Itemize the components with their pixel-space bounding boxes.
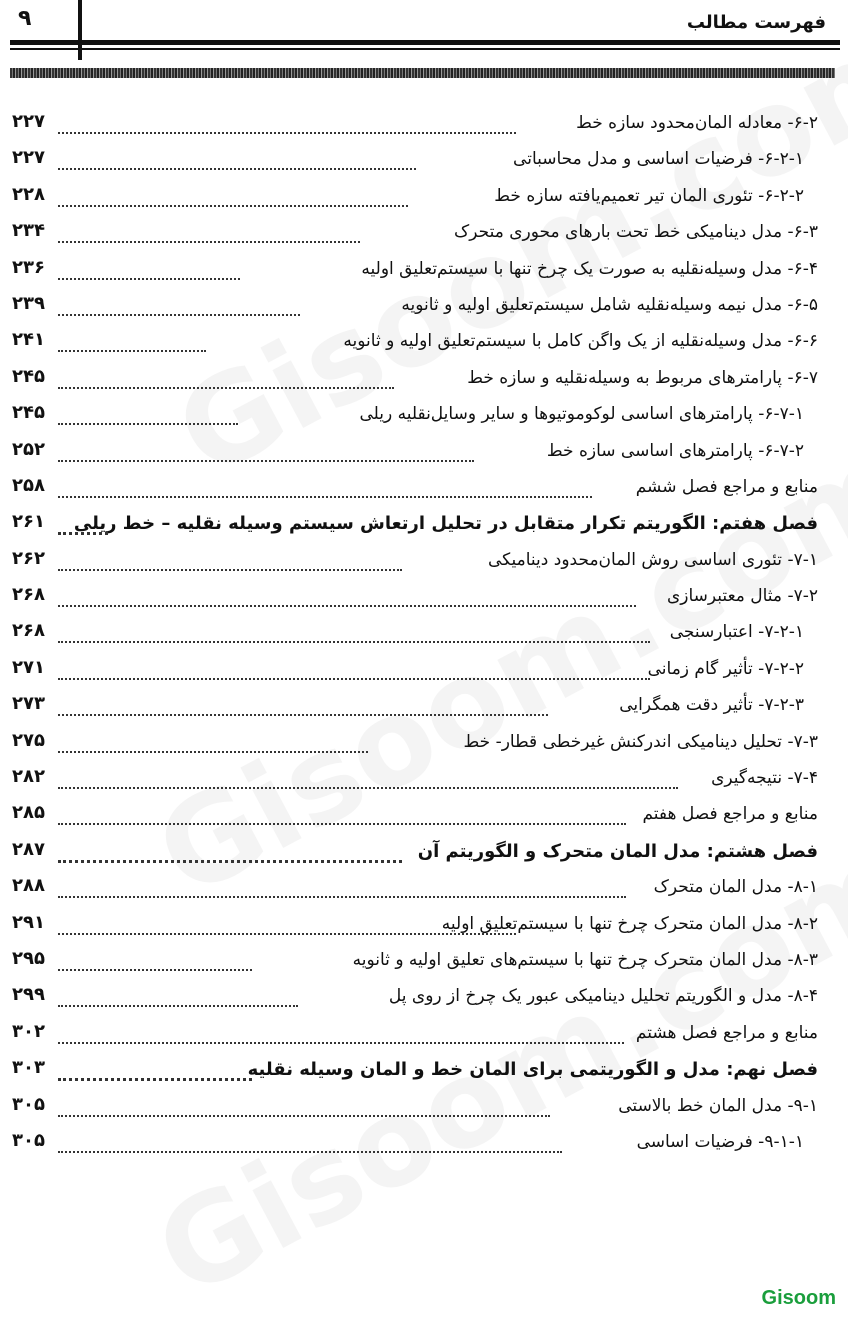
toc-entry-title: ۷-۲-۲- تأثیر گام زمانی	[647, 658, 804, 679]
toc-page-number: ۲۸۵	[12, 802, 45, 824]
toc-entry-title: فصل هشتم: مدل المان متحرک و الگوریتم آن	[417, 840, 818, 862]
toc-leader-dots	[58, 823, 626, 825]
toc-leader-dots	[58, 1042, 624, 1044]
toc-page-number: ۲۲۷	[12, 111, 45, 132]
toc-entry-row	[0, 326, 848, 362]
toc-entry-row	[0, 654, 848, 690]
toc-chapter-row	[0, 508, 848, 544]
toc-leader-dots	[58, 496, 592, 498]
toc-leader-dots	[58, 314, 300, 316]
toc-leader-dots	[58, 168, 416, 170]
toc-entry-row	[0, 545, 848, 581]
toc-leader-dots	[58, 678, 650, 680]
toc-page-number: ۲۹۵	[12, 947, 45, 969]
toc-entry-title: ۷-۳- تحلیل دینامیکی اندرکنش غیرخطی قطار- خط	[463, 731, 818, 752]
toc-entry-row	[0, 1018, 848, 1054]
toc-entry-title: فصل هفتم: الگوریتم تکرار متقابل در تحلیل ارتعاش سیستم وسیله نقلیه – خط ریلی	[73, 513, 818, 535]
toc-entry-title: ۶-۷-۲- پارامترهای اساسی سازه خط	[546, 440, 804, 461]
toc-leader-dots	[58, 1115, 550, 1117]
toc-page-number: ۲۷۱	[12, 656, 45, 678]
toc-page-number: ۳۰۵	[12, 1129, 45, 1151]
toc-entry-row	[0, 181, 848, 217]
page-header	[0, 0, 848, 80]
toc-entry-row	[0, 945, 848, 981]
toc-entry-row	[0, 363, 848, 399]
toc-entry-row	[0, 399, 848, 435]
toc-leader-dots	[58, 278, 240, 280]
toc-leader-dots	[58, 205, 408, 207]
toc-entry-title: ۶-۷- پارامترهای مربوط به وسیله‌نقلیه و سازه خط	[467, 367, 818, 388]
toc-entry-row	[0, 581, 848, 617]
toc-leader-dots	[58, 387, 394, 389]
toc-page-number: ۲۶۸	[12, 620, 45, 642]
toc-entry-title: ۷-۱- تئوری اساسی روش المان‌محدود دینامیکی	[487, 549, 818, 570]
toc-leader-dots	[58, 132, 516, 134]
toc-leader-dots	[58, 933, 516, 935]
toc-entry-row	[0, 690, 848, 726]
toc-entry-title: منابع و مراجع فصل ششم	[635, 476, 818, 497]
toc-entry-title: ۶-۳- مدل دینامیکی خط تحت بارهای محوری متحرک	[454, 222, 818, 243]
toc-entry-row	[0, 799, 848, 835]
toc-leader-dots	[58, 569, 402, 571]
toc-leader-dots	[58, 860, 402, 863]
toc-entry-title: ۶-۵- مدل نیمه وسیله‌نقلیه شامل سیستم‌تعلیق اولیه و ثانویه	[401, 294, 818, 315]
toc-entry-row	[0, 108, 848, 144]
toc-entry-row	[0, 472, 848, 508]
toc-page-number: ۳۰۳	[12, 1057, 45, 1079]
toc-entry-row	[0, 144, 848, 180]
toc-entry-row	[0, 290, 848, 326]
toc-entry-title: ۶-۷-۱- پارامترهای اساسی لوکوموتیوها و سایر وسایل‌نقلیه ریلی	[359, 404, 804, 425]
toc-page-number: ۲۶۲	[12, 547, 45, 569]
toc-page-number: ۲۴۱	[12, 329, 45, 351]
toc-entry-row	[0, 1091, 848, 1127]
header-divider	[78, 0, 82, 60]
toc-entry-title: ۶-۶- مدل وسیله‌نقلیه از یک واگن کامل با سیستم‌تعلیق اولیه و ثانویه	[343, 331, 818, 352]
toc-page-number: ۲۵۲	[12, 438, 45, 460]
toc-leader-dots	[58, 787, 678, 789]
toc-page-number: ۲۹۱	[12, 911, 45, 933]
toc-entry-title: ۹-۱- مدل المان خط بالاستی	[618, 1095, 818, 1116]
page-number: ۹	[18, 6, 32, 31]
toc-leader-dots	[58, 605, 636, 607]
toc-leader-dots	[58, 241, 360, 243]
toc-leader-dots	[58, 714, 548, 716]
toc-leader-dots	[58, 1005, 298, 1007]
toc-leader-dots	[58, 423, 238, 425]
header-rule-texture	[10, 68, 835, 78]
toc-page-number: ۲۶۸	[12, 584, 45, 606]
toc-entry-title: منابع و مراجع فصل هشتم	[635, 1022, 818, 1043]
toc-leader-dots	[58, 460, 474, 462]
toc-entry-row	[0, 217, 848, 253]
toc-entry-title: ۹-۱-۱- فرضیات اساسی	[636, 1131, 804, 1152]
toc-page-number: ۲۴۵	[12, 365, 45, 387]
toc-page-number: ۲۷۵	[12, 729, 45, 751]
header-rule-thin	[10, 48, 840, 50]
toc-chapter-row	[0, 1054, 848, 1090]
toc-entry-title: ۶-۲-۲- تئوری المان تیر تعمیم‌یافته سازه خط	[494, 185, 804, 206]
toc-page-number: ۲۴۵	[12, 402, 45, 424]
table-of-contents	[0, 108, 848, 1163]
toc-entry-title: ۸-۲- مدل المان متحرک چرخ تنها با سیستم‌تعلیق اولیه	[441, 913, 818, 934]
toc-leader-dots	[58, 641, 650, 643]
toc-leader-dots	[58, 896, 626, 898]
toc-entry-row	[0, 1127, 848, 1163]
toc-entry-title: ۷-۲-۳- تأثیر دقت همگرایی	[619, 695, 804, 716]
toc-leader-dots	[58, 350, 206, 352]
toc-entry-title: فصل نهم: مدل و الگوریتمی برای المان خط و المان وسیله نقلیه	[247, 1059, 818, 1081]
toc-entry-row	[0, 872, 848, 908]
toc-entry-title: ۷-۲-۱- اعتبارسنجی	[669, 622, 804, 643]
toc-page-number: ۳۰۵	[12, 1093, 45, 1115]
toc-page-number: ۲۸۸	[12, 875, 45, 897]
toc-page-number: ۲۷۳	[12, 693, 45, 715]
toc-entry-row	[0, 436, 848, 472]
toc-entry-row	[0, 617, 848, 653]
toc-entry-title: ۶-۲- معادله المان‌محدود سازه خط	[576, 113, 818, 133]
toc-page-number: ۲۶۱	[12, 511, 45, 533]
toc-entry-title: ۸-۴- مدل و الگوریتم تحلیل دینامیکی عبور یک چرخ از روی پل	[388, 986, 818, 1007]
gisoom-logo: Gisoom	[761, 1287, 836, 1309]
toc-entry-title: ۸-۳- مدل المان متحرک چرخ تنها با سیستم‌های تعلیق اولیه و ثانویه	[352, 949, 818, 970]
toc-page-number: ۲۹۹	[12, 984, 45, 1006]
toc-page-number: ۲۳۹	[12, 292, 45, 314]
toc-leader-dots	[58, 1078, 252, 1081]
toc-chapter-row	[0, 836, 848, 872]
toc-leader-dots	[58, 1151, 562, 1153]
toc-entry-title: ۶-۲-۱- فرضیات اساسی و مدل محاسباتی	[513, 149, 804, 170]
toc-page-number: ۲۲۷	[12, 147, 45, 169]
toc-page-number: ۲۵۸	[12, 474, 45, 496]
toc-leader-dots	[58, 751, 368, 753]
toc-leader-dots	[58, 532, 108, 535]
toc-entry-title: ۷-۲- مثال معتبرسازی	[666, 586, 818, 607]
toc-page-number: ۳۰۲	[12, 1020, 45, 1042]
toc-page-number: ۲۲۸	[12, 183, 45, 205]
toc-entry-row	[0, 727, 848, 763]
toc-entry-title: ۷-۴- نتیجه‌گیری	[711, 768, 818, 789]
toc-entry-row	[0, 981, 848, 1017]
toc-entry-row	[0, 909, 848, 945]
toc-page-number: ۲۸۷	[12, 838, 45, 860]
toc-entry-title: ۸-۱- مدل المان متحرک	[653, 877, 818, 898]
toc-entry-title: منابع و مراجع فصل هفتم	[642, 804, 818, 825]
toc-leader-dots	[58, 969, 252, 971]
header-title: فهرست مطالب	[686, 12, 826, 33]
header-rule	[10, 40, 840, 45]
toc-page-number: ۲۳۶	[12, 256, 45, 278]
toc-entry-title: ۶-۴- مدل وسیله‌نقلیه به صورت یک چرخ تنها با سیستم‌تعلیق اولیه	[361, 258, 818, 279]
toc-entry-row	[0, 254, 848, 290]
toc-page-number: ۲۸۲	[12, 766, 45, 788]
toc-page-number: ۲۳۴	[12, 220, 45, 242]
toc-entry-row	[0, 763, 848, 799]
